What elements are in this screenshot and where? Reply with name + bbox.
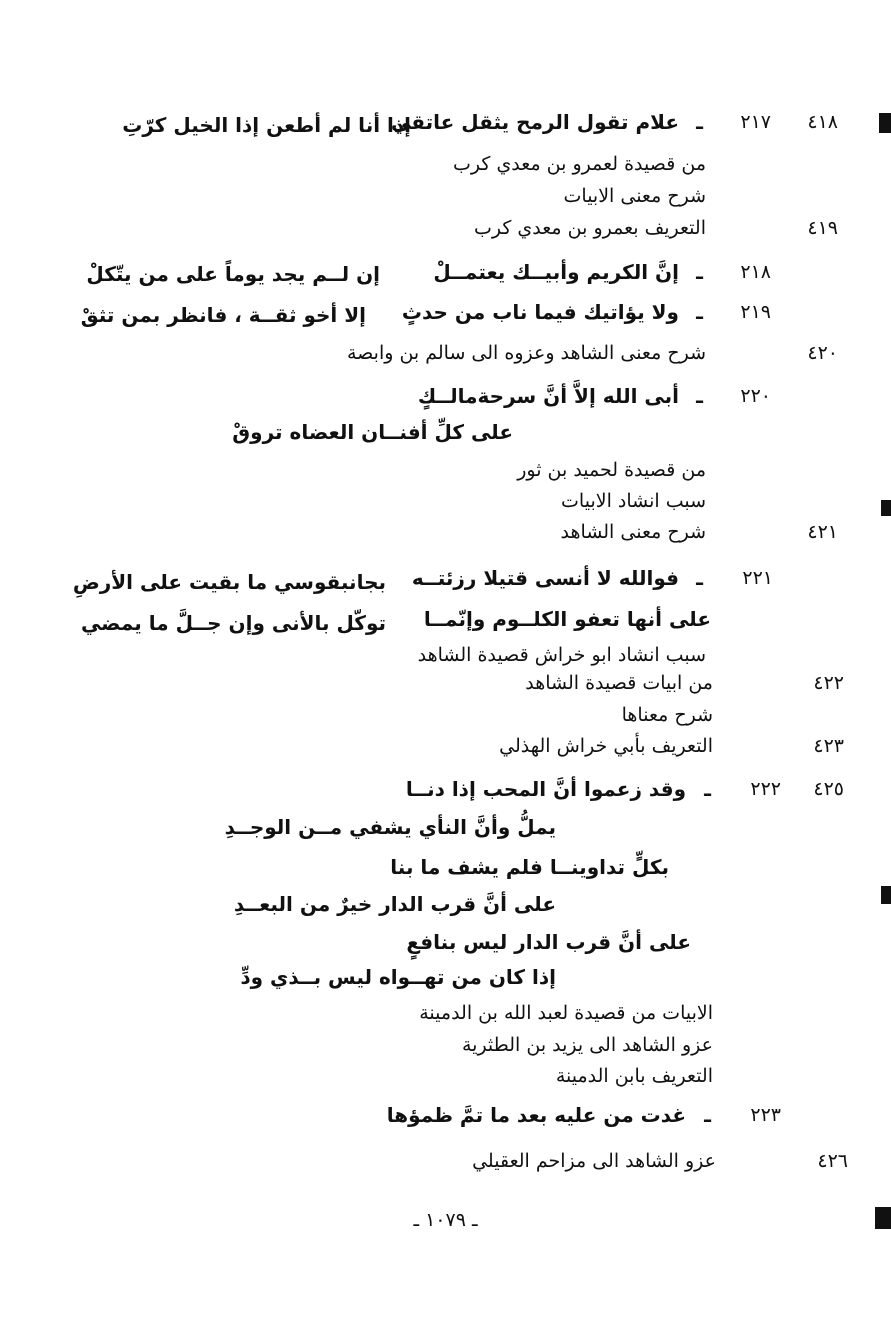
verse-line: إذا كان من تهــواه ليس بــذي ودِّ — [240, 965, 556, 989]
dash: ـ — [704, 777, 711, 801]
dash: ـ — [696, 566, 703, 590]
dash: ـ — [696, 110, 703, 134]
entry-number: ٢٢٣ — [750, 1104, 781, 1126]
note-line: الابيات من قصيدة لعبد الله بن الدمينة — [419, 1002, 713, 1024]
page-ref: ٤٢٣ — [813, 735, 844, 757]
page-ref: ٤٢٥ — [813, 778, 844, 800]
scan-mark-mid — [881, 500, 891, 516]
note-line: عزو الشاهد الى يزيد بن الطثرية — [461, 1034, 713, 1056]
verse-second-half: إن لــم يجد يوماً على من يتّكلْ — [86, 262, 380, 286]
page-number: ـ ١٠٧٩ ـ — [413, 1209, 478, 1231]
verse-first-half: ولا يؤاتيك فيما ناب من حدثٍ — [401, 300, 679, 324]
scan-mark-low — [881, 886, 891, 904]
verse-second-half: إلا أخو ثقــة ، فانظر بمن تثقْ — [80, 303, 366, 327]
verse-first-half: فوالله لا أنسى قتيلا رزئتــه — [411, 566, 679, 590]
dash: ـ — [696, 260, 703, 284]
note-line: سبب انشاد ابو خراش قصيدة الشاهد — [417, 644, 706, 666]
verse-first-half: علام تقول الرمح يثقل عاتقي — [391, 110, 679, 134]
page-ref: ٤١٨ — [807, 111, 838, 133]
note-line: سبب انشاد الابيات — [561, 490, 706, 512]
page-ref: ٤٢١ — [807, 521, 838, 543]
note-line: شرح معنى الابيات — [563, 185, 706, 207]
verse-second-half: إذا أنا لم أطعن إذا الخيل كرّتِ — [122, 113, 411, 137]
dash: ـ — [696, 384, 703, 408]
entry-number: ٢١٨ — [740, 261, 771, 283]
note-line: شرح معناها — [621, 704, 713, 726]
note-line: من قصيدة لحميد بن ثور — [517, 459, 706, 481]
note-line: من قصيدة لعمرو بن معدي كرب — [452, 153, 706, 175]
dash: ـ — [696, 300, 703, 324]
verse-line: وقد زعموا أنَّ المحب إذا دنــا — [405, 777, 686, 801]
note-line: شرح معنى الشاهد — [560, 521, 706, 543]
verse-line: على أنَّ قرب الدار ليس بنافعٍ — [406, 930, 691, 954]
note-line: التعريف بعمرو بن معدي كرب — [473, 217, 706, 239]
dash: ـ — [704, 1103, 711, 1127]
note-line: عزو الشاهد الى مزاحم العقيلي — [472, 1150, 716, 1172]
page-ref: ٤١٩ — [807, 217, 838, 239]
verse-line: يملُّ وأنَّ النأي يشفي مــن الوجــدِ — [224, 815, 556, 839]
scan-mark-top — [879, 113, 891, 133]
page-ref: ٤٢٠ — [807, 342, 838, 364]
verse-second-half: بجانبقوسي ما بقيت على الأرضِ — [72, 570, 386, 594]
verse-first-half: على أنها تعفو الكلــوم وإنّمــا — [423, 607, 711, 631]
verse-first-half: إنَّ الكريم وأبيــك يعتمــلْ — [433, 260, 679, 284]
entry-number: ٢٢١ — [742, 567, 773, 589]
entry-number: ٢٢٢ — [750, 778, 781, 800]
note-line: التعريف بابن الدمينة — [555, 1065, 713, 1087]
note-line: من ابيات قصيدة الشاهد — [525, 672, 713, 694]
entry-number: ٢١٧ — [740, 111, 771, 133]
verse-line: بكلٍّ تداوينــا فلم يشف ما بنا — [390, 855, 669, 879]
verse-first-half: غدت من عليه بعد ما تمَّ ظمؤها — [386, 1103, 686, 1127]
verse-second-half: على كلِّ أفنــان العضاه تروقْ — [232, 420, 513, 444]
verse-second-half: توكّل بالأنى وإن جــلَّ ما يمضي — [80, 611, 386, 635]
entry-number: ٢٢٠ — [740, 385, 771, 407]
note-line: التعريف بأبي خراش الهذلي — [499, 735, 713, 757]
verse-line: على أنَّ قرب الدار خيرٌ من البعــدِ — [233, 892, 556, 916]
page-ref: ٤٢٦ — [817, 1150, 848, 1172]
note-line: شرح معنى الشاهد وعزوه الى سالم بن وابصة — [347, 342, 706, 364]
entry-number: ٢١٩ — [740, 301, 771, 323]
verse-first-half: أبى الله إلاَّ أنَّ سرحةمالــكٍ — [417, 384, 679, 408]
page-ref: ٤٢٢ — [813, 672, 844, 694]
